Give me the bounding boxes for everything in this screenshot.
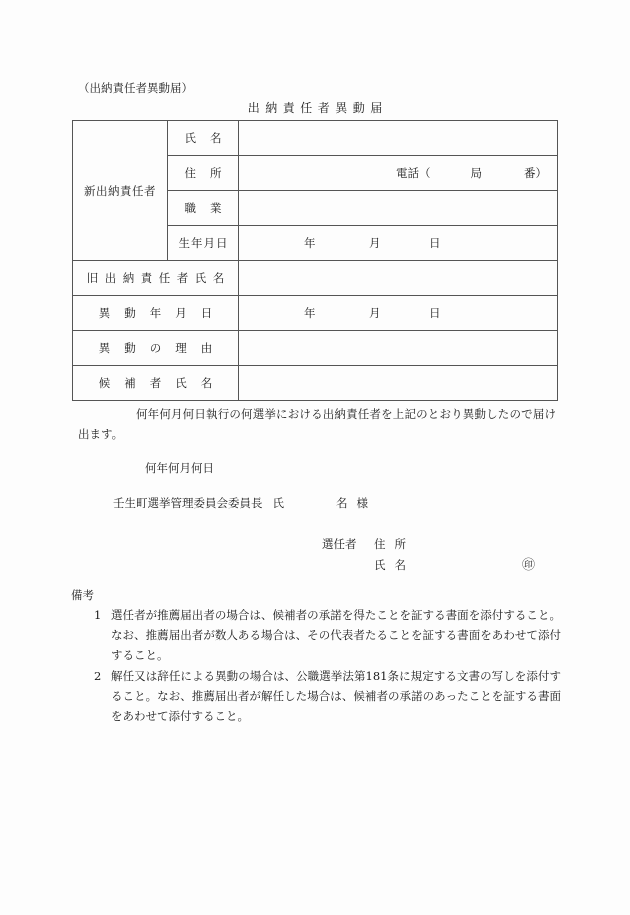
- new-officer-header-cell: 新出納責任者: [73, 121, 168, 261]
- birthdate-month-marker: 月: [369, 236, 381, 250]
- value-old-officer-name[interactable]: [239, 261, 558, 296]
- telephone-suffix: 番）: [524, 166, 547, 180]
- addressee-name-label: 氏: [272, 496, 284, 510]
- telephone-hint: [396, 165, 547, 181]
- seal-icon: ㊞: [522, 558, 536, 573]
- birthdate-day-marker: 日: [429, 236, 441, 250]
- value-address[interactable]: [239, 156, 558, 191]
- addressee-office: 壬生町選挙管理委員会委員長: [113, 496, 263, 510]
- addressee-line: [113, 495, 368, 511]
- label-candidate-name: 候補者氏名: [73, 366, 239, 401]
- label-address: 住所: [168, 156, 239, 191]
- label-old-officer-name: 旧出納責任者氏名: [73, 261, 239, 296]
- remark-number: 1: [94, 608, 102, 622]
- submission-date-line: 何年何月何日: [145, 461, 214, 475]
- value-occupation[interactable]: [239, 191, 558, 226]
- change-date-year-marker: 年: [304, 306, 316, 320]
- value-change-date[interactable]: [239, 296, 558, 331]
- remark-text: 解任又は辞任による異動の場合は、公職選挙法第181条に規定する文書の写しを添付すること。なお、推薦届出者が解任した場合は、候補者の承諾のあったことを証する書面をあわせて添付すること。: [111, 669, 561, 723]
- parenthetical-title: （出納責任者異動届）: [78, 81, 193, 95]
- value-birthdate[interactable]: [239, 226, 558, 261]
- label-birthdate: 生年月日: [168, 226, 239, 261]
- remark-number: 2: [94, 669, 102, 683]
- list-item: [71, 605, 561, 665]
- label-change-date: 異動年月日: [73, 296, 239, 331]
- addressee-honorific: 様: [356, 496, 368, 510]
- birthdate-year-marker: 年: [304, 236, 316, 250]
- label-change-reason: 異動の理由: [73, 331, 239, 366]
- list-item: [71, 666, 561, 726]
- change-date-month-marker: 月: [369, 306, 381, 320]
- label-name: 氏名: [168, 121, 239, 156]
- table-row: [73, 296, 558, 331]
- value-name[interactable]: [239, 121, 558, 156]
- page-title: 出納責任者異動届: [247, 101, 388, 115]
- remark-text: 選任者が推薦届出者の場合は、候補者の承諾を得たことを証する書面を添付すること。なお、推薦届出者が数人ある場合は、その代表者たることを証する書面をあわせて添付すること。: [111, 608, 561, 662]
- officer-change-table: [72, 120, 558, 401]
- telephone-prefix: 電話（: [396, 166, 431, 180]
- table-row: [73, 366, 558, 401]
- appointer-label: 選任者: [322, 537, 357, 551]
- change-date-day-marker: 日: [429, 306, 441, 320]
- value-change-reason[interactable]: [239, 331, 558, 366]
- label-occupation: 職業: [168, 191, 239, 226]
- table-row: [73, 331, 558, 366]
- addressee-name-label2: 名: [336, 496, 348, 510]
- statement-paragraph: 何年何月何日執行の何選挙における出納責任者を上記のとおり異動したので届け出ます。: [78, 407, 556, 441]
- telephone-middle: 局: [470, 166, 482, 180]
- table-row: [73, 261, 558, 296]
- table-row: [73, 121, 558, 156]
- remarks-title: 備考: [71, 588, 94, 602]
- value-candidate-name[interactable]: [239, 366, 558, 401]
- appointer-name-label: 氏名: [374, 558, 415, 572]
- remarks-section: [71, 586, 561, 726]
- appointer-address-label: 住所: [374, 537, 415, 551]
